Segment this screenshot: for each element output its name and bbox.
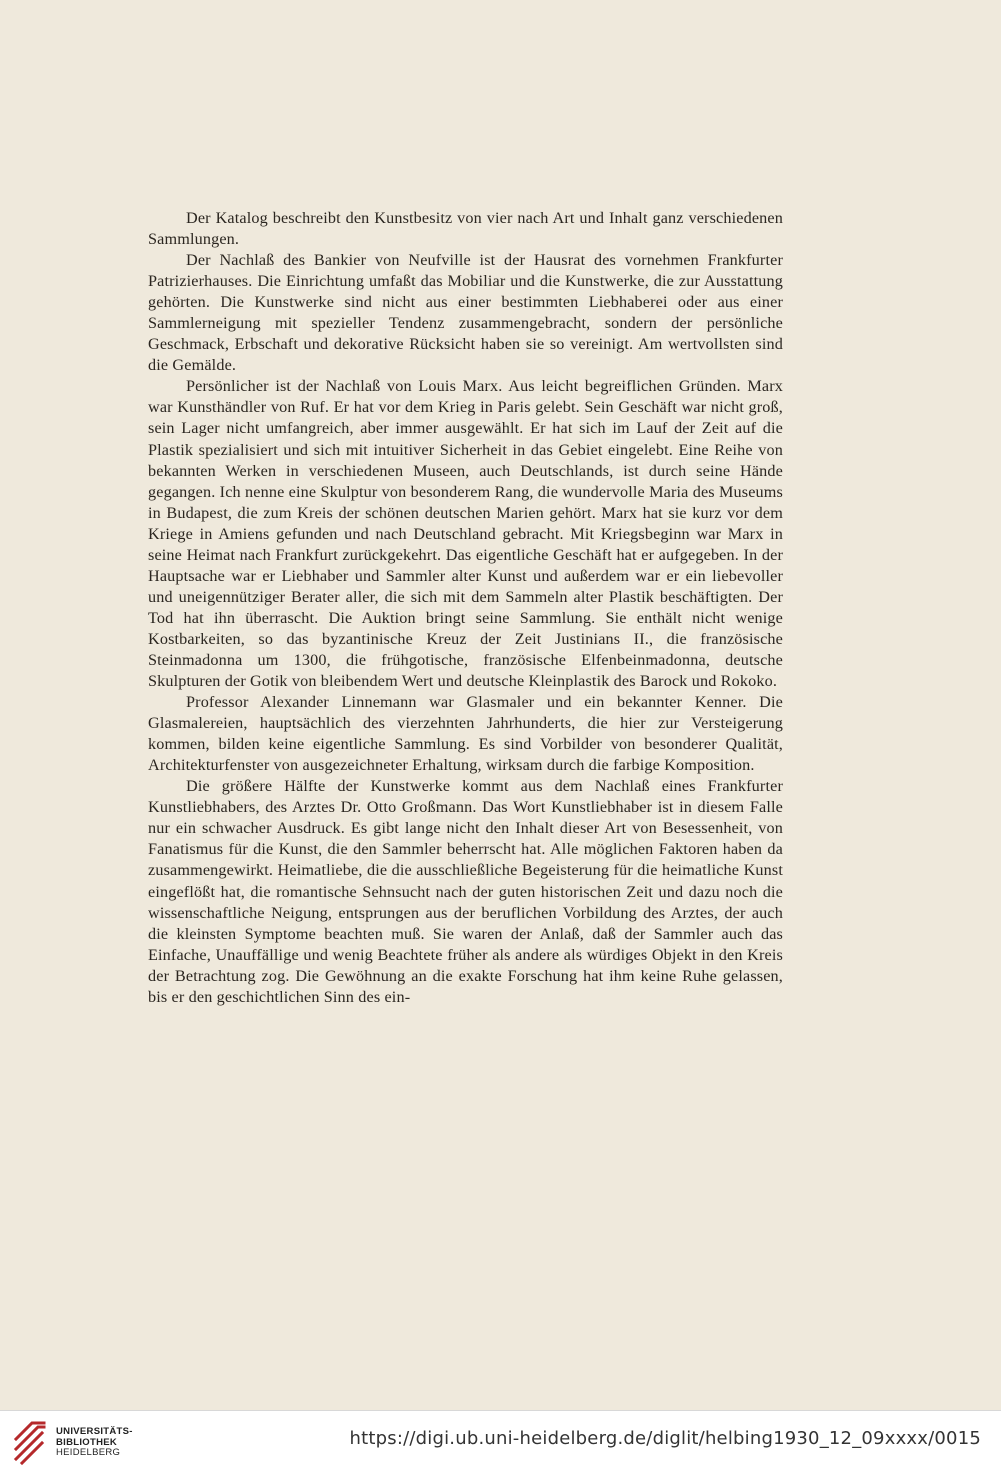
paragraph-1: Der Katalog beschreibt den Kunstbesitz von vier nach Art und Inhalt ganz verschiedenen Sammlungen. bbox=[148, 209, 783, 249]
paragraph-3: Persönlicher ist der Nachlaß von Louis Marx. Aus leicht begreiflichen Gründen. Marx war Kunsthändler von Ruf. Er hat vor dem Krieg in Paris gelebt. Sein Geschäft war nicht groß, sein Lager nicht umfangreich, aber immer ausgewählt. Er hat sich im Lauf der Zeit auf die Plastik spezialisiert und sich mit intuitiver Sicherheit in das Gebiet eingelebt. Eine Reihe von bekannten Werken in verschiedenen Museen, auch Deutschlands, ist durch seine Hände gegangen. Ich nenne eine Skulptur von besonderem Rang, die wundervolle Maria des Museums in Budapest, die zum Kreis der schönen deutschen Marien gehört. Marx hat sie kurz vor dem Kriege in Amiens gefunden und nach Deutschland gebracht. Mit Kriegsbeginn war Marx in seine Heimat nach Frankfurt zurückgekehrt. Das eigentliche Geschäft hat er aufgegeben. In der Hauptsache war er Liebhaber und Sammler alter Kunst und außerdem war er ein liebevoller und uneigennütziger Berater aller, die sich mit dem Sammeln alter Plastik beschäftigten. Der Tod hat ihn überrascht. Die Auktion bringt seine Sammlung. Sie enthält nicht wenige Kostbarkeiten, so das byzantinische Kreuz der Zeit Justinians II., die französische Steinmadonna um 1300, die frühgotische, französische Elfenbeinmadonna, deutsche Skulpturen der Gotik von bleibendem Wert und deutsche Kleinplastik des Barock und Rokoko. bbox=[148, 377, 783, 691]
paragraph-4: Professor Alexander Linnemann war Glasmaler und ein bekannter Kenner. Die Glasmalereien, hauptsächlich des vierzehnten Jahrhunderts, die hier zur Versteigerung kommen, bilden keine eigentliche Sammlung. Es sind Vorbilder von besonderer Qualität, Architekturfenster von ausgezeichneter Erhaltung, wirksam durch die farbige Komposition. bbox=[148, 693, 783, 775]
library-name-line3: HEIDELBERG bbox=[56, 1447, 121, 1458]
library-name bbox=[56, 1427, 133, 1459]
body-text bbox=[148, 208, 783, 1008]
paragraph-2: Der Nachlaß des Bankier von Neufville ist der Hausrat des vornehmen Frankfurter Patrizierhauses. Die Einrichtung umfaßt das Mobiliar und die Kunstwerke, die zur Ausstattung gehörten. Die Kunstwerke sind nicht aus einer bestimmten Liebhaberei oder aus einer Sammlerneigung mit spezieller Tendenz zusammengebracht, sondern der persönliche Geschmack, Erbschaft und dekorative Rücksicht haben sie so vereinigt. Am wertvollsten sind die Gemälde. bbox=[148, 251, 783, 375]
paragraph-5: Die größere Hälfte der Kunstwerke kommt aus dem Nachlaß eines Frankfurter Kunstliebhabers, des Arztes Dr. Otto Großmann. Das Wort Kunstliebhaber ist in diesem Falle nur ein schwacher Ausdruck. Es gibt lange nicht den Inhalt dieser Art von Besessenheit, von Fanatismus für die Kunst, die den Sammler beherrscht hat. Alle möglichen Faktoren haben da zusammengewirkt. Heimatliebe, die die ausschließliche Begeisterung für die heimatliche Kunst eingeflößt hat, die romantische Sehnsucht nach der guten historischen Zeit und dazu noch die wissenschaftliche Neigung, entsprungen aus der beruflichen Vorbildung des Arztes, der auch die kleinsten Symptome beachten muß. Sie waren der Anlaß, daß der Sammler auch das Einfache, Unauffällige und wenig Beachtete früher als andere als würdiges Objekt in den Kreis der Betrachtung zog. Die Gewöhnung an die exakte Forschung hat ihm keine Ruhe gelassen, bis er den geschichtlichen Sinn des ein- bbox=[148, 777, 783, 1006]
library-name-line1: UNIVERSITÄTS- bbox=[56, 1426, 133, 1437]
permalink-url[interactable]: https://digi.ub.uni-heidelberg.de/diglit/helbing1930_12_09xxxx/0015 bbox=[349, 1428, 981, 1449]
library-name-line2: BIBLIOTHEK bbox=[56, 1436, 118, 1448]
viewer-footer bbox=[0, 1410, 1001, 1477]
library-logo-icon bbox=[12, 1419, 48, 1467]
